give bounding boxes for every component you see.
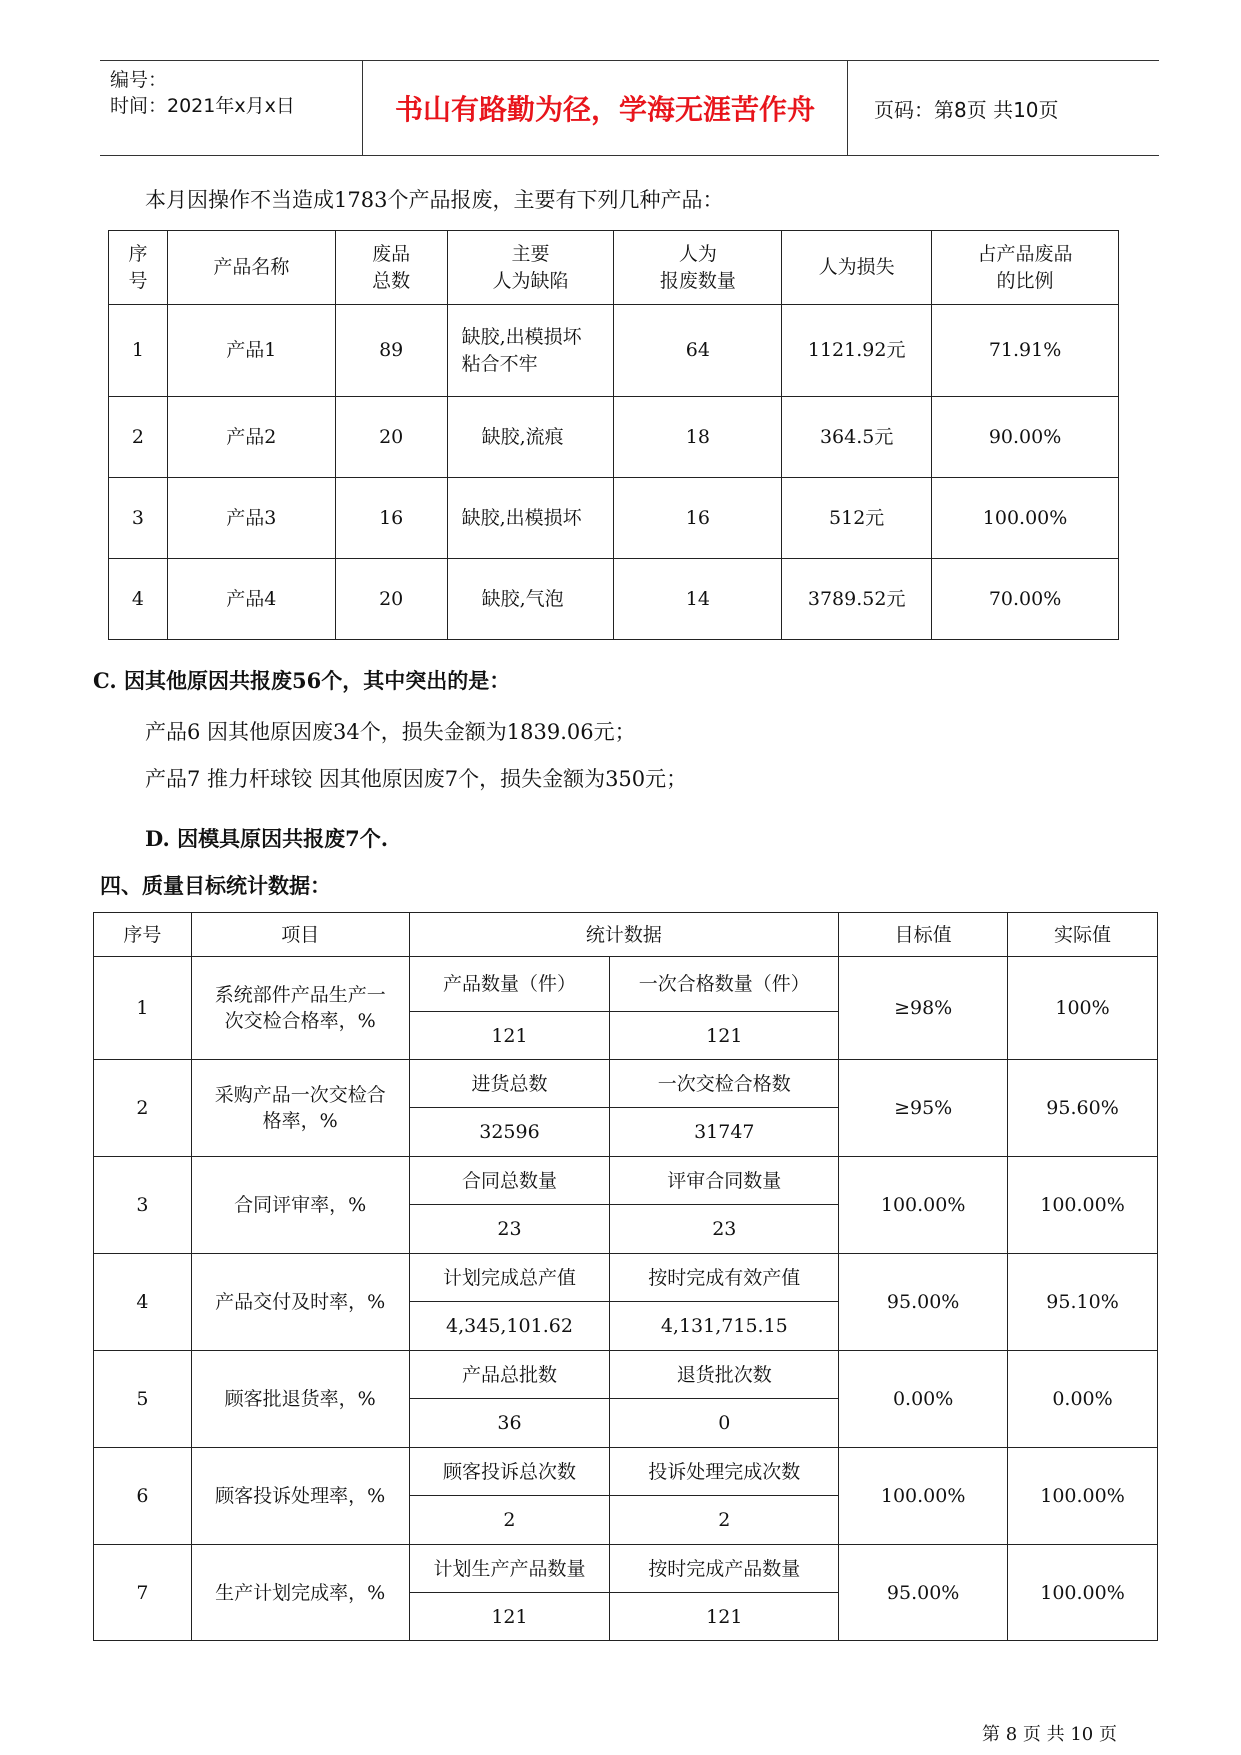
cell-stat-value: 31747 [610,1108,839,1157]
cell-defect: 缺胶,流痕 [447,397,614,478]
cell-qty: 14 [614,559,782,640]
cell-target: 95.00% [839,1545,1008,1641]
cell-stat-label: 计划生产产品数量 [409,1545,610,1593]
intro-text: 本月因操作不当造成1783个产品报废，主要有下列几种产品： [145,188,724,212]
table-row [94,1545,1158,1593]
section-c-line2: 产品7 推力杆球铰 因其他原因废7个，损失金额为350元； [145,767,688,791]
cell-stat-value: 4,345,101.62 [409,1302,610,1351]
cell-target: 95.00% [839,1254,1008,1351]
col-header-target: 目标值 [839,913,1008,957]
cell-actual: 0.00% [1008,1351,1158,1448]
cell-total: 20 [335,559,447,640]
cell-loss: 512元 [782,478,932,559]
col-header-item: 项目 [191,913,409,957]
cell-actual: 100.00% [1008,1157,1158,1254]
cell-stat-label: 按时完成产品数量 [610,1545,839,1593]
cell-actual: 95.10% [1008,1254,1158,1351]
col-header-ratio: 占产品废品 的比例 [932,231,1119,305]
cell-loss: 1121.92元 [782,305,932,397]
cell-actual: 100.00% [1008,1545,1158,1641]
cell-stat-label: 退货批次数 [610,1351,839,1399]
cell-stat-value: 4,131,715.15 [610,1302,839,1351]
cell-no: 2 [109,397,168,478]
cell-target: ≥98% [839,957,1008,1060]
cell-no: 7 [94,1545,192,1641]
header-page-label: 页码：第8页 共10页 [874,97,1059,122]
cell-stat-value: 2 [409,1496,610,1545]
table-row [109,559,1119,640]
cell-ratio: 71.91% [932,305,1119,397]
cell-stat-value: 121 [409,1012,610,1060]
section-4-title: 四、质量目标统计数据： [100,873,331,898]
table-row [94,1060,1158,1108]
col-header-name: 产品名称 [167,231,335,305]
col-header-actual: 实际值 [1008,913,1158,957]
cell-item: 系统部件产品生产一 次交检合格率，% [191,957,409,1060]
cell-qty: 18 [614,397,782,478]
cell-name: 产品1 [167,305,335,397]
col-header-no: 序 号 [109,231,168,305]
cell-actual: 95.60% [1008,1060,1158,1157]
cell-item: 顾客批退货率，% [191,1351,409,1448]
table-row [109,397,1119,478]
cell-no: 5 [94,1351,192,1448]
cell-item: 合同评审率，% [191,1157,409,1254]
col-header-loss: 人为损失 [782,231,932,305]
cell-no: 4 [109,559,168,640]
cell-total: 20 [335,397,447,478]
scrap-table [108,230,1119,640]
cell-loss: 3789.52元 [782,559,932,640]
cell-stat-value: 2 [610,1496,839,1545]
cell-no: 6 [94,1448,192,1545]
cell-stat-label: 进货总数 [409,1060,610,1108]
page-header [100,60,1159,156]
cell-no: 1 [109,305,168,397]
cell-defect: 缺胶,出模损坏 粘合不牢 [447,305,614,397]
cell-loss: 364.5元 [782,397,932,478]
header-motto: 书山有路勤为径，学海无涯苦作舟 [362,61,848,155]
cell-item: 产品交付及时率，% [191,1254,409,1351]
cell-stat-value: 36 [409,1399,610,1448]
cell-target: 0.00% [839,1351,1008,1448]
cell-stat-value: 0 [610,1399,839,1448]
cell-total: 16 [335,478,447,559]
cell-stat-value: 23 [409,1205,610,1254]
page-footer: 第 8 页 共 10 页 [982,1724,1117,1745]
cell-actual: 100% [1008,957,1158,1060]
cell-stat-value: 23 [610,1205,839,1254]
cell-stat-label: 一次合格数量（件） [610,957,839,1012]
cell-no: 4 [94,1254,192,1351]
cell-stat-label: 顾客投诉总次数 [409,1448,610,1496]
cell-defect: 缺胶,气泡 [447,559,614,640]
cell-stat-label: 评审合同数量 [610,1157,839,1205]
cell-name: 产品2 [167,397,335,478]
cell-item: 生产计划完成率，% [191,1545,409,1641]
quality-header-row [94,913,1158,957]
table-row [109,478,1119,559]
cell-stat-value: 121 [409,1593,610,1641]
time-label: 时间：2021年x月x日 [110,95,295,117]
cell-ratio: 90.00% [932,397,1119,478]
col-header-no: 序号 [94,913,192,957]
table-row [94,1448,1158,1496]
cell-name: 产品3 [167,478,335,559]
table-row [94,957,1158,1012]
cell-item: 顾客投诉处理率，% [191,1448,409,1545]
cell-no: 3 [109,478,168,559]
cell-stat-value: 121 [610,1012,839,1060]
cell-actual: 100.00% [1008,1448,1158,1545]
table-row [94,1351,1158,1399]
cell-defect: 缺胶,出模损坏 [447,478,614,559]
cell-name: 产品4 [167,559,335,640]
cell-no: 1 [94,957,192,1060]
cell-stat-label: 合同总数量 [409,1157,610,1205]
cell-stat-value: 121 [610,1593,839,1641]
scrap-header-row [109,231,1119,305]
table-row [109,305,1119,397]
cell-ratio: 70.00% [932,559,1119,640]
cell-no: 3 [94,1157,192,1254]
col-header-qty: 人为 报废数量 [614,231,782,305]
cell-total: 89 [335,305,447,397]
cell-stat-label: 投诉处理完成次数 [610,1448,839,1496]
table-row [94,1254,1158,1302]
cell-qty: 64 [614,305,782,397]
cell-target: 100.00% [839,1157,1008,1254]
quality-table [93,912,1158,1641]
table-row [94,1157,1158,1205]
header-meta [100,61,362,155]
cell-stat-label: 按时完成有效产值 [610,1254,839,1302]
section-c-line1: 产品6 因其他原因废34个，损失金额为1839.06元； [145,720,636,744]
col-header-defect: 主要 人为缺陷 [447,231,614,305]
cell-stat-value: 32596 [409,1108,610,1157]
col-header-stats: 统计数据 [409,913,839,957]
section-d-title: D. 因模具原因共报废7个. [145,826,389,851]
cell-stat-label: 计划完成总产值 [409,1254,610,1302]
cell-target: 100.00% [839,1448,1008,1545]
cell-no: 2 [94,1060,192,1157]
cell-ratio: 100.00% [932,478,1119,559]
cell-target: ≥95% [839,1060,1008,1157]
col-header-total: 废品 总数 [335,231,447,305]
number-label: 编号： [110,69,168,91]
cell-stat-label: 产品总批数 [409,1351,610,1399]
cell-stat-label: 一次交检合格数 [610,1060,839,1108]
cell-qty: 16 [614,478,782,559]
cell-item: 采购产品一次交检合 格率，% [191,1060,409,1157]
section-c-title: C. 因其他原因共报废56个，其中突出的是： [93,668,511,693]
cell-stat-label: 产品数量（件） [409,957,610,1012]
